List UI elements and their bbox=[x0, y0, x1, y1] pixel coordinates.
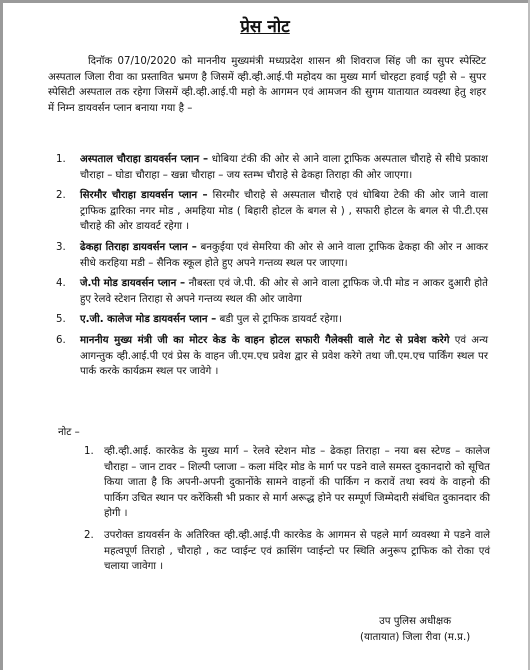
scan-border-left bbox=[0, 0, 3, 670]
note-number: 1. bbox=[84, 446, 94, 457]
item-number: 1. bbox=[56, 154, 66, 165]
signatory-office: (यातायात) जिला रीवा (म.प्र.) bbox=[360, 632, 471, 643]
note-item bbox=[84, 444, 490, 522]
item-text: बडी पुल से ट्राफिक डायवर्ट रहेगा। bbox=[219, 314, 342, 326]
intro-paragraph: दिनॉक 07/10/2020 को माननीय मुख्यमंत्री मध्यप्रदेश शासन श्री शिवराज सिंह जी का सुपर स्पेस्टिट अस्पताल जिला रीवा का प्रस्तावित भ्रमण है जिसमें व्ही.व्ही.आई.पी महोदय का मुख्य मार्ग चोरहटा हवाई पट्टी से – सुपर स्पेसिटी अस्पताल तक रहेगा जिसमें व्ही.व्ही.आई.पी महो के आगमन एवं आमजन की सुगम यातायात व्यवस्था हेतु शहर में निम्न डायवर्सन प्लान बनाया गया है – bbox=[48, 56, 486, 114]
notes-list bbox=[84, 444, 490, 581]
list-item bbox=[56, 240, 488, 271]
item-text: एवं अन्य आगन्तुक व्ही.आई.पी एवं प्रेस के वाहन जी.एम.एच प्रवेश द्वार से प्रवेश करेगे तथा जी.एम.एच पार्किंग स्थल पर पार्क करके कार्यक्रम स्थल पर जावेगे । bbox=[80, 334, 488, 378]
item-heading: माननीय मुख्य मंत्री जी का मोटर केड के वाहन होटल सफारी गैलेक्सी वाले गेट से प्रवेश करेगे bbox=[80, 334, 450, 346]
item-number: 6. bbox=[56, 334, 66, 346]
note-text: व्ही.व्ही.आई. कारकेड के मुख्य मार्ग – रेलवे स्टेशन मोड – ढेकहा तिराहा – नया बस स्टेण्ड – कालेज चौराहा – जान टावर – शिल्पी प्लाजा – कला मंदिर मोड के मार्ग पर पडने वाले समस्त दुकानदारो को सूचित किया जाता है कि अपनी-अपनी दुकानोंके सामने वाहनों की पार्किग न करावें तथा स्वयं के वाहनो की पार्किग उचित स्थान पर करेंकिसी भी प्रकार से मार्ग अरूद्ध होने पर सम्पूर्ण जिम्मेदारी संबंधित दुकानदार की होगी । bbox=[104, 446, 490, 520]
item-number: 3. bbox=[56, 241, 66, 253]
scan-border-top bbox=[0, 0, 530, 3]
list-item bbox=[56, 276, 488, 307]
item-text: सिरमौर चौराहे से अस्पताल चौराहे एवं धोबिया टेकी की ओर जाने वाला ट्राफिक द्वारिका नगर मोड , अमहिया मोड ( बिहारी होटल के बगल से ) , सफारी होटल के बगल से पी.टी.एस चौराहे की ओर डायवर्ट रहेगा । bbox=[80, 190, 488, 233]
list-item bbox=[56, 188, 488, 235]
item-text: नौबस्ता एवं जे.पी. की ओर से आने वाला ट्राफिक जे.पी मोड न आकर दुआरी होते हुए रेलवे स्टेशन तिराहा से अपने गन्तव्य स्थल की ओर जावेगा bbox=[80, 278, 488, 305]
document-title: प्रेस नोट bbox=[240, 17, 290, 37]
item-heading: जे.पी मोड डायवर्सन प्लान – bbox=[80, 278, 186, 290]
list-item bbox=[56, 152, 488, 183]
note-item bbox=[84, 528, 490, 575]
note-label: नोट – bbox=[58, 427, 80, 438]
list-item bbox=[56, 333, 488, 380]
item-number: 5. bbox=[56, 314, 66, 326]
item-heading: अस्पताल चौराहा डायवर्सन प्लान – bbox=[80, 154, 209, 165]
signatory-designation: उप पुलिस अधीक्षक bbox=[379, 616, 452, 627]
note-text: उपरोक्त डायवर्सन के अतिरिक्त व्ही.व्ही.आई.पी कारकेड के आगमन से पहले मार्ग व्यवस्था मे पडने वाले महत्वपूर्ण तिराहो , चौराहो , कट प्वाईन्ट एवं क्रासिंग प्वाईन्टो पर स्थिति अनुरूप ट्राफिक को रोका एवं चलाया जावेगा । bbox=[104, 529, 490, 573]
item-text: धोबिया टंकी की ओर से आने वाला ट्राफिक अस्पताल चौराहे से सीधे प्रकाश चौराहा – घोडा चौराहा – खन्ना चौराहा – जय स्तम्भ चौराहे से ढेकहा तिराहा की ओर जाएगा। bbox=[80, 154, 488, 181]
item-text: बनकुईया एवं सेमरिया की ओर से आने वाला ट्राफिक ढेकहा की ओर न आकर सीधे करहिया मडी – सैनिक स्कूल होते हुए अपने गन्तव्य स्थल पर जाएगा। bbox=[80, 241, 488, 269]
item-heading: ए.जी. कालेज मोड डायवर्सन प्लान – bbox=[80, 314, 217, 326]
item-heading: ढेकहा तिराहा डायवर्सन प्लान – bbox=[80, 241, 197, 253]
list-item bbox=[56, 312, 488, 328]
diversion-plan-list bbox=[56, 152, 488, 385]
signature-block bbox=[360, 614, 470, 646]
item-heading: सिरमौर चौराहा डायवर्सन प्लान – bbox=[80, 190, 208, 202]
item-number: 4. bbox=[56, 278, 66, 290]
item-number: 2. bbox=[56, 190, 66, 202]
note-number: 2. bbox=[84, 529, 94, 541]
